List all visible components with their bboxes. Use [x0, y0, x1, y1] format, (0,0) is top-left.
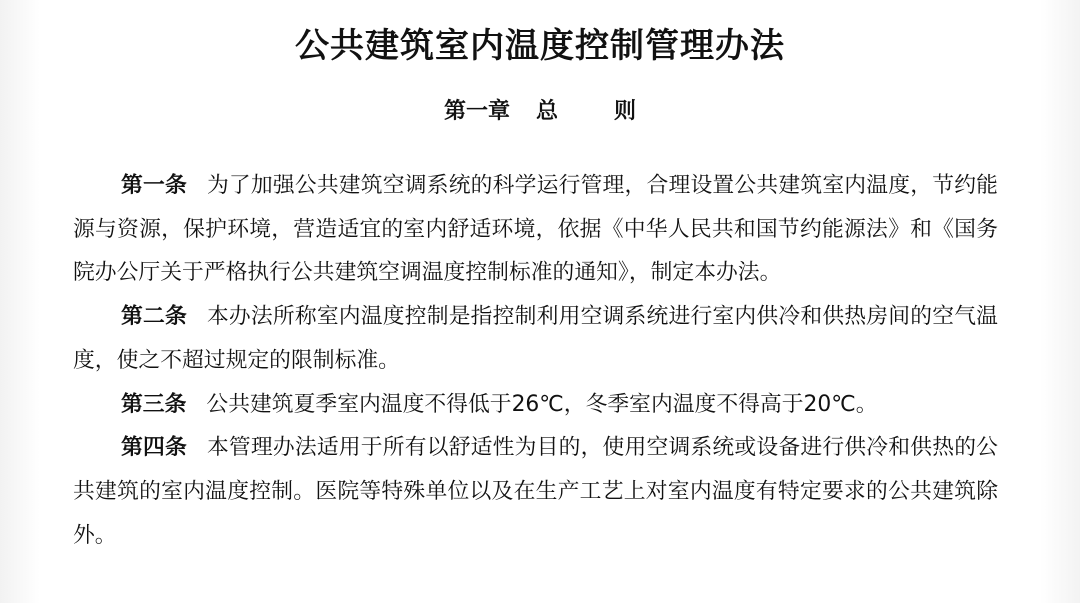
chapter-heading [0, 94, 1080, 130]
document-body [73, 164, 998, 557]
article-text: 本管理办法适用于所有以舒适性为目的，使用空调系统或设备进行供冷和供热的公共建筑的室内温度控制。医院等特殊单位以及在生产工艺上对室内温度有特定要求的公共建筑除外。 [73, 435, 998, 548]
chapter-number: 第一章 [443, 99, 510, 124]
article-4 [73, 426, 998, 557]
article-text: 公共建筑夏季室内温度不得低于26℃，冬季室内温度不得高于20℃。 [206, 391, 878, 417]
chapter-title-second-char: 则 [614, 99, 637, 124]
article-2 [73, 295, 998, 382]
article-number: 第三条 [121, 391, 187, 417]
article-text: 为了加强公共建筑空调系统的科学运行管理，合理设置公共建筑室内温度，节约能源与资源，保护环境，营造适宜的室内舒适环境，依据《中华人民共和国节约能源法》和《国务院办公厅关于严格执行公共建筑空调温度控制标准的通知》，制定本办法。 [73, 173, 998, 286]
article-3 [73, 383, 998, 427]
article-1 [73, 164, 998, 295]
chapter-title-first-char: 总 [535, 99, 558, 124]
article-number: 第一条 [121, 173, 187, 198]
document-title: 公共建筑室内温度控制管理办法 [295, 26, 785, 66]
article-number: 第二条 [121, 304, 187, 330]
article-text: 本办法所称室内温度控制是指控制利用空调系统进行室内供冷和供热房间的空气温度，使之不超过规定的限制标准。 [73, 304, 998, 373]
article-number: 第四条 [121, 435, 187, 461]
